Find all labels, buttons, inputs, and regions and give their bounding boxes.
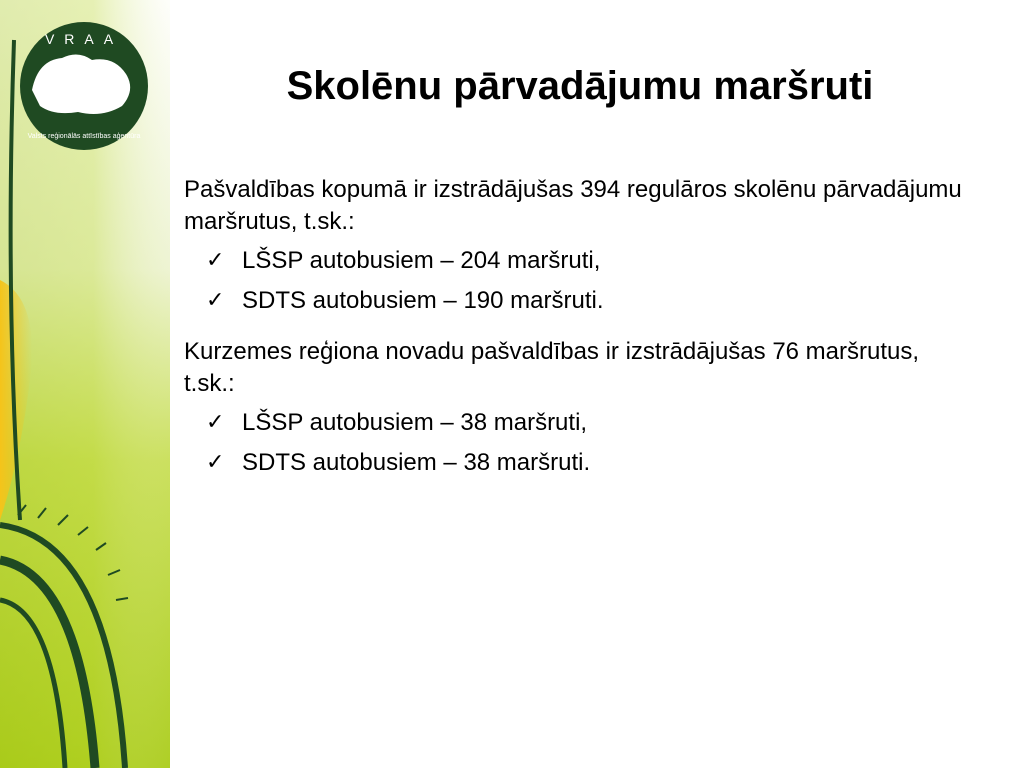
- list-item-text: LŠSP autobusiem – 38 maršruti,: [242, 409, 588, 436]
- check-mark-icon: ✓: [206, 288, 225, 313]
- slide-title: Skolēnu pārvadājumu maršruti: [286, 64, 874, 108]
- list-item: [184, 448, 974, 478]
- route-list: [184, 246, 974, 316]
- list-item-text: LŠSP autobusiem – 204 maršruti,: [242, 247, 601, 274]
- content-block-municipalities: [184, 174, 974, 316]
- intro-paragraph: Pašvaldības kopumā ir izstrādājušas 394 regulāros skolēnu pārvadājumu maršrutus, t.sk.:: [184, 176, 962, 235]
- check-mark-icon: ✓: [206, 450, 225, 475]
- list-item: [184, 246, 974, 276]
- check-mark-icon: ✓: [206, 248, 225, 273]
- logo-ring-text: Valsts reģionālās attīstības aģentūra: [27, 133, 141, 140]
- list-item-text: SDTS autobusiem – 38 maršruti.: [242, 449, 591, 476]
- intro-paragraph: Kurzemes reģiona novadu pašvaldības ir izstrādājušas 76 maršrutus, t.sk.:: [184, 338, 920, 397]
- decorative-sidebar: [0, 0, 170, 768]
- vraa-logo: [18, 20, 150, 152]
- list-item: [184, 408, 974, 438]
- logo-text: VRAA: [44, 31, 124, 47]
- slide-content: [184, 174, 974, 488]
- list-item-text: SDTS autobusiem – 190 maršruti.: [242, 287, 604, 314]
- content-block-kurzeme: [184, 336, 974, 478]
- route-list: [184, 408, 974, 478]
- list-item: [184, 286, 974, 316]
- check-mark-icon: ✓: [206, 410, 225, 435]
